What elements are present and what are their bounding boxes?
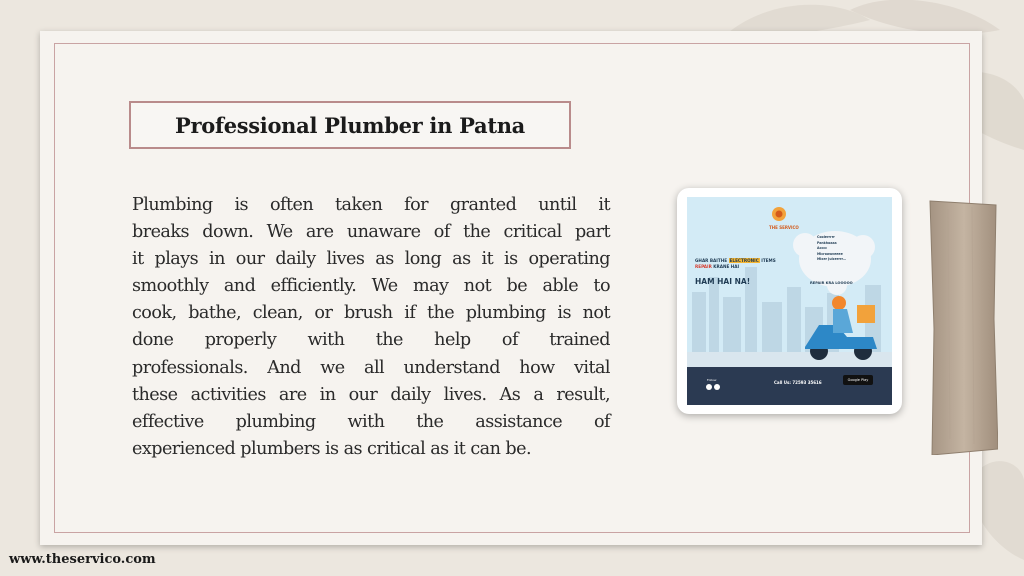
poster-follow-label: Follow (707, 378, 717, 382)
decorative-tape (928, 199, 998, 455)
body-line: cook, bathe, clean, or brush if the plumbing is not (132, 303, 610, 324)
body-line: these activities are in our daily lives. As a result, (132, 384, 610, 405)
footer-website-url[interactable]: www.theservico.com (9, 552, 156, 567)
body-line: Plumbing is often taken for granted until it (132, 195, 610, 215)
poster-bubble-cta: REPAIR KRA LOOOOO (810, 281, 853, 285)
poster-line1-post: ITEMS (761, 258, 776, 263)
bubble-item: Pankhaaaa (817, 240, 837, 245)
content-card (40, 31, 982, 545)
poster-call-label: Call Us: 72593 35616 (774, 380, 822, 385)
bubble-item: Mixer Juicerrrr... (817, 257, 847, 261)
google-play-badge (843, 375, 873, 385)
title-box (129, 101, 571, 149)
poster-brand: THE SERVICO (769, 225, 799, 230)
body-paragraph (132, 192, 610, 463)
body-line: professionals. And we all understand how vital (132, 357, 610, 378)
body-line: breaks down. We are unaware of the critical part (132, 222, 610, 243)
poster-line2 (695, 264, 739, 269)
page-title: Professional Plumber in Patna (175, 112, 525, 138)
poster-bubble-list (817, 235, 846, 263)
body-line: experienced plumbers is as critical as it can be. (132, 438, 532, 459)
poster-headline: HAM HAI NA! (695, 277, 751, 286)
poster-line2-red: REPAIR (695, 264, 712, 269)
poster-frame (677, 188, 902, 414)
advertisement-poster (687, 197, 892, 405)
bubble-item: Microwaveeee (817, 251, 843, 256)
bubble-item: Coolerrrrr (817, 235, 835, 239)
body-line: done properly with the help of trained (132, 330, 610, 351)
google-play-label: Google Play (847, 378, 869, 382)
bubble-item: Acccc (817, 246, 828, 250)
poster-line2-post: KRANE HAI (713, 264, 740, 269)
body-line: effective plumbing with the assistance of (132, 411, 610, 432)
poster-line1-pre: GHAR BAITHE (695, 258, 728, 263)
body-line: it plays in our daily lives as long as it is operating (132, 249, 610, 270)
body-line: smoothly and efficiently. We may not be able to (132, 276, 610, 297)
poster-line1 (695, 258, 776, 263)
poster-line1-highlight: ELECTRONIC (729, 258, 759, 263)
